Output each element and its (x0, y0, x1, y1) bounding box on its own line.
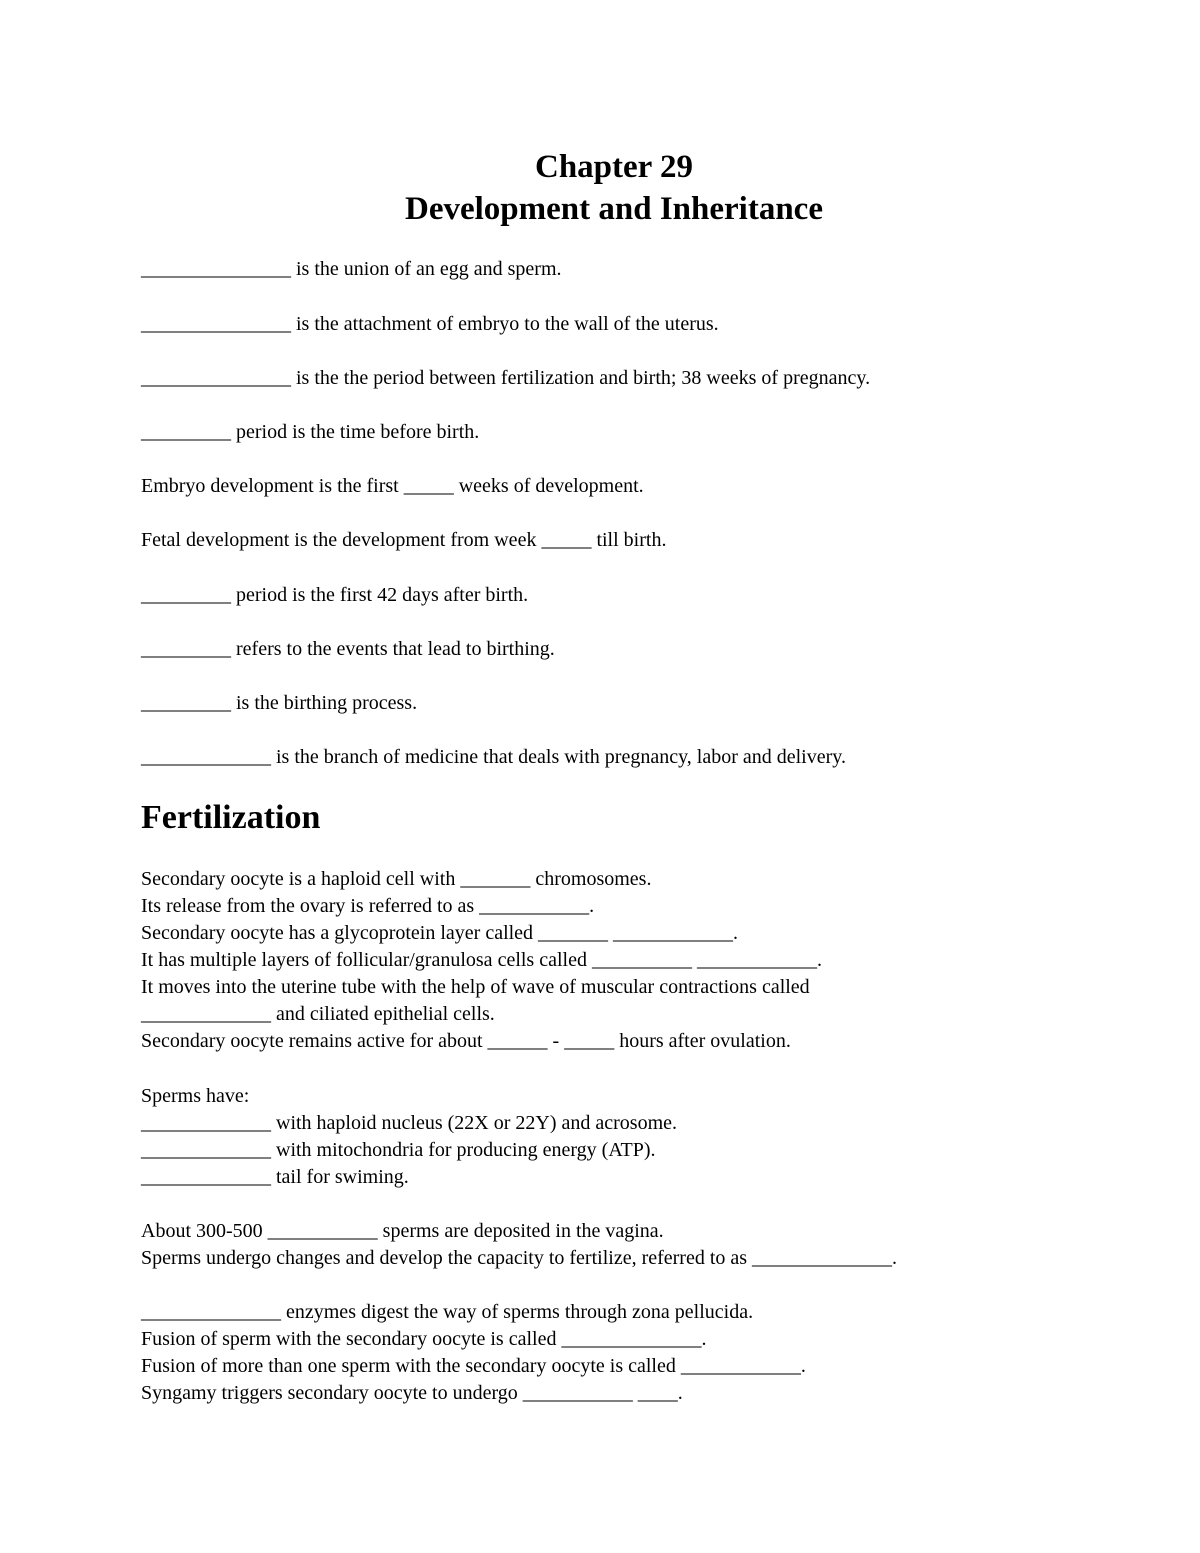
intro-line-postnatal: _________ period is the first 42 days after birth. (141, 584, 529, 606)
fertilization-line: Secondary oocyte is a haploid cell with _______ chromosomes. (141, 868, 652, 890)
sperm-line: _____________ with mitochondria for producing energy (ATP). (141, 1139, 656, 1161)
syngamy-line: Fusion of sperm with the secondary oocyte is called ______________. (141, 1328, 707, 1350)
capacitation-line: About 300-500 ___________ sperms are deposited in the vagina. (141, 1220, 664, 1242)
intro-line-embryo-development: Embryo development is the first _____ weeks of development. (141, 475, 644, 497)
intro-line-implantation: _______________ is the attachment of embryo to the wall of the uterus. (141, 313, 719, 335)
intro-line-gestation: _______________ is the the period between fertilization and birth; 38 weeks of pregnancy. (141, 367, 871, 389)
sperm-line: _____________ with haploid nucleus (22X or 22Y) and acrosome. (141, 1112, 678, 1134)
intro-line-prenatal: _________ period is the time before birth. (141, 421, 480, 443)
intro-line-parturition: _________ refers to the events that lead to birthing. (141, 638, 555, 660)
intro-line-fetal-development: Fetal development is the development from week _____ till birth. (141, 529, 667, 551)
chapter-title: Development and Inheritance (405, 191, 823, 227)
fertilization-line: _____________ and ciliated epithelial cells. (141, 1003, 495, 1025)
intro-line-fertilization: _______________ is the union of an egg and sperm. (141, 258, 562, 280)
fertilization-line: Secondary oocyte has a glycoprotein layer called _______ ____________. (141, 922, 739, 944)
intro-line-obstetrics: _____________ is the branch of medicine that deals with pregnancy, labor and delivery. (141, 746, 846, 768)
fertilization-line: Secondary oocyte remains active for about ______ - _____ hours after ovulation. (141, 1030, 791, 1052)
fertilization-line: It has multiple layers of follicular/granulosa cells called __________ ____________. (141, 949, 822, 971)
syngamy-line: Fusion of more than one sperm with the secondary oocyte is called ____________. (141, 1355, 806, 1377)
syngamy-line: Syngamy triggers secondary oocyte to undergo ___________ ____. (141, 1382, 683, 1404)
syngamy-line: ______________ enzymes digest the way of sperms through zona pellucida. (141, 1301, 754, 1323)
intro-line-labor: _________ is the birthing process. (141, 692, 418, 714)
sperm-line: Sperms have: (141, 1085, 250, 1107)
chapter-number: Chapter 29 (535, 149, 693, 185)
section-heading-fertilization: Fertilization (141, 799, 321, 836)
capacitation-line: Sperms undergo changes and develop the capacity to fertilize, referred to as ______________. (141, 1247, 898, 1269)
fertilization-line: Its release from the ovary is referred to as ___________. (141, 895, 595, 917)
sperm-line: _____________ tail for swiming. (141, 1166, 409, 1188)
fertilization-line: It moves into the uterine tube with the help of wave of muscular contractions called (141, 976, 810, 998)
